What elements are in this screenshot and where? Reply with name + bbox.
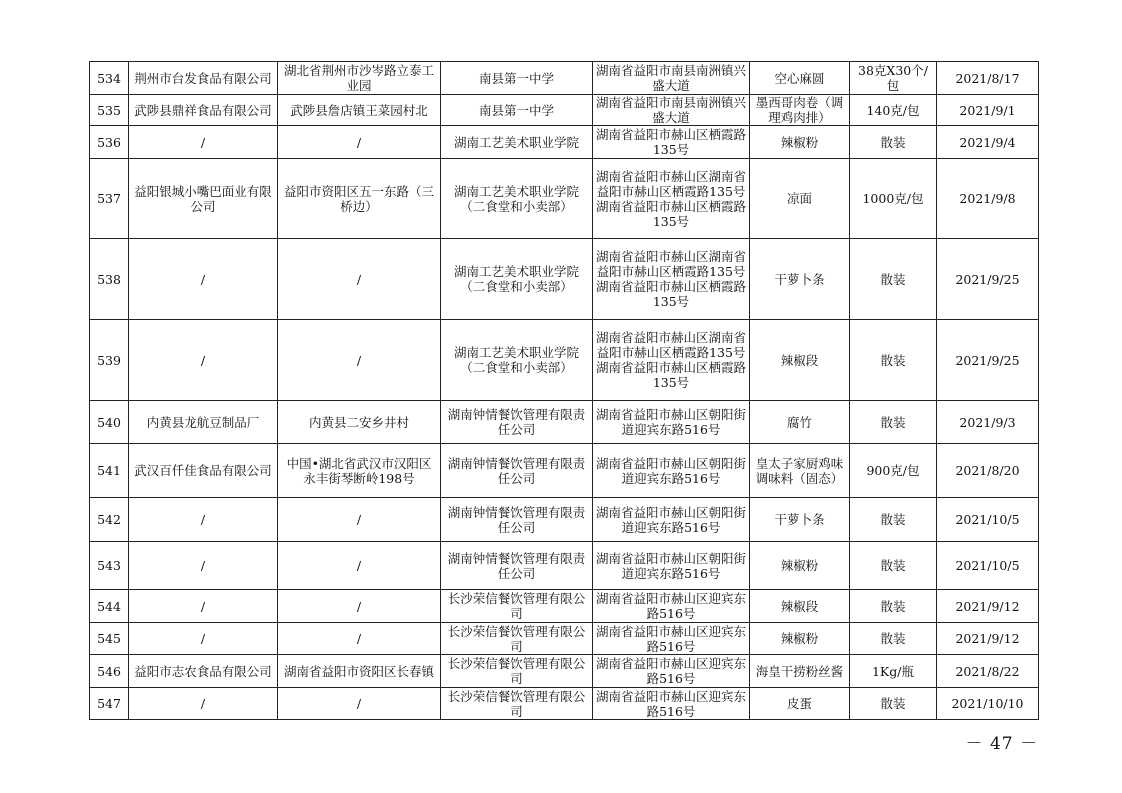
sampled-unit-name-cell: 长沙荣信餐饮管理有限公司 bbox=[441, 688, 593, 720]
product-name-cell: 辣椒粉 bbox=[750, 623, 850, 655]
manufacturer-name-cell: / bbox=[129, 498, 278, 542]
row-number-cell: 536 bbox=[90, 126, 129, 159]
sampled-unit-address-cell: 湖南省益阳市赫山区迎宾东路516号 bbox=[593, 590, 750, 623]
product-name-cell: 辣椒段 bbox=[750, 590, 850, 623]
manufacturer-name-cell: / bbox=[129, 542, 278, 590]
row-number-cell: 546 bbox=[90, 655, 129, 688]
sampled-unit-address-cell: 湖南省益阳市赫山区朝阳街道迎宾东路516号 bbox=[593, 444, 750, 498]
product-spec-cell: 散装 bbox=[850, 590, 937, 623]
table-row bbox=[90, 444, 1039, 498]
production-date-cell: 2021/10/10 bbox=[937, 688, 1039, 720]
product-spec-cell: 散装 bbox=[850, 542, 937, 590]
product-spec-cell: 1000克/包 bbox=[850, 159, 937, 239]
product-name-cell: 辣椒粉 bbox=[750, 126, 850, 159]
production-date-cell: 2021/9/8 bbox=[937, 159, 1039, 239]
sampled-unit-address-cell: 湖南省益阳市赫山区湖南省益阳市赫山区栖霞路135号湖南省益阳市赫山区栖霞路135号 bbox=[593, 239, 750, 320]
product-name-cell: 空心麻圆 bbox=[750, 62, 850, 95]
row-number-cell: 540 bbox=[90, 401, 129, 444]
product-spec-cell: 散装 bbox=[850, 239, 937, 320]
sampled-unit-address-cell: 湖南省益阳市赫山区湖南省益阳市赫山区栖霞路135号湖南省益阳市赫山区栖霞路135号 bbox=[593, 159, 750, 239]
table-row bbox=[90, 542, 1039, 590]
manufacturer-address-cell: / bbox=[278, 239, 441, 320]
sampled-unit-address-cell: 湖南省益阳市赫山区朝阳街道迎宾东路516号 bbox=[593, 401, 750, 444]
production-date-cell: 2021/9/4 bbox=[937, 126, 1039, 159]
product-name-cell: 皇太子家厨鸡味调味料（固态） bbox=[750, 444, 850, 498]
table-row bbox=[90, 126, 1039, 159]
row-number-cell: 537 bbox=[90, 159, 129, 239]
product-name-cell: 腐竹 bbox=[750, 401, 850, 444]
production-date-cell: 2021/10/5 bbox=[937, 498, 1039, 542]
manufacturer-name-cell: / bbox=[129, 688, 278, 720]
manufacturer-name-cell: / bbox=[129, 590, 278, 623]
manufacturer-address-cell: / bbox=[278, 688, 441, 720]
sampled-unit-name-cell: 长沙荣信餐饮管理有限公司 bbox=[441, 590, 593, 623]
manufacturer-name-cell: 武陟县鼎祥食品有限公司 bbox=[129, 95, 278, 126]
table-row bbox=[90, 239, 1039, 320]
product-spec-cell: 散装 bbox=[850, 126, 937, 159]
sampled-unit-address-cell: 湖南省益阳市赫山区栖霞路135号 bbox=[593, 126, 750, 159]
production-date-cell: 2021/9/25 bbox=[937, 239, 1039, 320]
sampled-unit-address-cell: 湖南省益阳市赫山区迎宾东路516号 bbox=[593, 623, 750, 655]
sampled-unit-name-cell: 南县第一中学 bbox=[441, 95, 593, 126]
manufacturer-name-cell: 内黄县龙航豆制品厂 bbox=[129, 401, 278, 444]
sampled-unit-name-cell: 湖南工艺美术职业学院（二食堂和小卖部） bbox=[441, 320, 593, 401]
manufacturer-address-cell: / bbox=[278, 126, 441, 159]
table-row bbox=[90, 62, 1039, 95]
row-number-cell: 547 bbox=[90, 688, 129, 720]
product-spec-cell: 散装 bbox=[850, 623, 937, 655]
page-number: － 47 － bbox=[965, 734, 1038, 754]
sampled-unit-name-cell: 湖南工艺美术职业学院（二食堂和小卖部） bbox=[441, 159, 593, 239]
manufacturer-name-cell: / bbox=[129, 623, 278, 655]
product-spec-cell: 38克X30个/包 bbox=[850, 62, 937, 95]
sampled-unit-address-cell: 湖南省益阳市南县南洲镇兴盛大道 bbox=[593, 62, 750, 95]
product-spec-cell: 140克/包 bbox=[850, 95, 937, 126]
table-row bbox=[90, 590, 1039, 623]
production-date-cell: 2021/8/20 bbox=[937, 444, 1039, 498]
sampled-unit-name-cell: 湖南工艺美术职业学院（二食堂和小卖部） bbox=[441, 239, 593, 320]
production-date-cell: 2021/9/1 bbox=[937, 95, 1039, 126]
product-name-cell: 辣椒段 bbox=[750, 320, 850, 401]
table-row bbox=[90, 320, 1039, 401]
manufacturer-address-cell: 内黄县二安乡井村 bbox=[278, 401, 441, 444]
production-date-cell: 2021/10/5 bbox=[937, 542, 1039, 590]
product-name-cell: 凉面 bbox=[750, 159, 850, 239]
manufacturer-address-cell: 湖北省荆州市沙岑路立泰工业园 bbox=[278, 62, 441, 95]
manufacturer-address-cell: 中国•湖北省武汉市汉阳区永丰街琴断岭198号 bbox=[278, 444, 441, 498]
manufacturer-name-cell: 益阳银城小嘴巴面业有限公司 bbox=[129, 159, 278, 239]
product-spec-cell: 散装 bbox=[850, 498, 937, 542]
product-spec-cell: 散装 bbox=[850, 688, 937, 720]
sampled-unit-address-cell: 湖南省益阳市赫山区朝阳街道迎宾东路516号 bbox=[593, 498, 750, 542]
sampling-table bbox=[89, 61, 1039, 720]
manufacturer-address-cell: 益阳市资阳区五一东路（三桥边） bbox=[278, 159, 441, 239]
manufacturer-name-cell: 益阳市志农食品有限公司 bbox=[129, 655, 278, 688]
sampled-unit-name-cell: 湖南钟情餐饮管理有限责任公司 bbox=[441, 444, 593, 498]
production-date-cell: 2021/8/17 bbox=[937, 62, 1039, 95]
row-number-cell: 541 bbox=[90, 444, 129, 498]
row-number-cell: 534 bbox=[90, 62, 129, 95]
manufacturer-name-cell: 武汉百仟佳食品有限公司 bbox=[129, 444, 278, 498]
manufacturer-name-cell: / bbox=[129, 239, 278, 320]
table-row bbox=[90, 688, 1039, 720]
product-spec-cell: 1Kg/瓶 bbox=[850, 655, 937, 688]
sampled-unit-name-cell: 湖南钟情餐饮管理有限责任公司 bbox=[441, 401, 593, 444]
row-number-cell: 539 bbox=[90, 320, 129, 401]
sampled-unit-name-cell: 湖南工艺美术职业学院 bbox=[441, 126, 593, 159]
product-spec-cell: 900克/包 bbox=[850, 444, 937, 498]
production-date-cell: 2021/9/12 bbox=[937, 590, 1039, 623]
product-name-cell: 辣椒粉 bbox=[750, 542, 850, 590]
sampled-unit-address-cell: 湖南省益阳市赫山区湖南省益阳市赫山区栖霞路135号湖南省益阳市赫山区栖霞路135号 bbox=[593, 320, 750, 401]
row-number-cell: 535 bbox=[90, 95, 129, 126]
manufacturer-address-cell: 湖南省益阳市资阳区长春镇 bbox=[278, 655, 441, 688]
table-row bbox=[90, 655, 1039, 688]
production-date-cell: 2021/8/22 bbox=[937, 655, 1039, 688]
production-date-cell: 2021/9/25 bbox=[937, 320, 1039, 401]
product-spec-cell: 散装 bbox=[850, 320, 937, 401]
row-number-cell: 542 bbox=[90, 498, 129, 542]
row-number-cell: 544 bbox=[90, 590, 129, 623]
manufacturer-name-cell: / bbox=[129, 126, 278, 159]
row-number-cell: 543 bbox=[90, 542, 129, 590]
table-row bbox=[90, 159, 1039, 239]
row-number-cell: 538 bbox=[90, 239, 129, 320]
manufacturer-name-cell: / bbox=[129, 320, 278, 401]
sampled-unit-name-cell: 湖南钟情餐饮管理有限责任公司 bbox=[441, 498, 593, 542]
manufacturer-address-cell: / bbox=[278, 542, 441, 590]
product-name-cell: 皮蛋 bbox=[750, 688, 850, 720]
production-date-cell: 2021/9/12 bbox=[937, 623, 1039, 655]
manufacturer-address-cell: / bbox=[278, 623, 441, 655]
manufacturer-address-cell: 武陟县詹店镇王菜园村北 bbox=[278, 95, 441, 126]
manufacturer-address-cell: / bbox=[278, 590, 441, 623]
product-name-cell: 干萝卜条 bbox=[750, 239, 850, 320]
sampled-unit-address-cell: 湖南省益阳市南县南洲镇兴盛大道 bbox=[593, 95, 750, 126]
sampled-unit-name-cell: 长沙荣信餐饮管理有限公司 bbox=[441, 655, 593, 688]
sampled-unit-address-cell: 湖南省益阳市赫山区迎宾东路516号 bbox=[593, 688, 750, 720]
product-name-cell: 海皇干捞粉丝酱 bbox=[750, 655, 850, 688]
row-number-cell: 545 bbox=[90, 623, 129, 655]
manufacturer-address-cell: / bbox=[278, 498, 441, 542]
table-row bbox=[90, 95, 1039, 126]
sampled-unit-address-cell: 湖南省益阳市赫山区朝阳街道迎宾东路516号 bbox=[593, 542, 750, 590]
table-row bbox=[90, 401, 1039, 444]
sampled-unit-name-cell: 长沙荣信餐饮管理有限公司 bbox=[441, 623, 593, 655]
table-row bbox=[90, 623, 1039, 655]
sampled-unit-name-cell: 湖南钟情餐饮管理有限责任公司 bbox=[441, 542, 593, 590]
sampled-unit-name-cell: 南县第一中学 bbox=[441, 62, 593, 95]
manufacturer-name-cell: 荆州市台发食品有限公司 bbox=[129, 62, 278, 95]
manufacturer-address-cell: / bbox=[278, 320, 441, 401]
product-name-cell: 墨西哥肉卷（调理鸡肉排） bbox=[750, 95, 850, 126]
table-row bbox=[90, 498, 1039, 542]
sampled-unit-address-cell: 湖南省益阳市赫山区迎宾东路516号 bbox=[593, 655, 750, 688]
production-date-cell: 2021/9/3 bbox=[937, 401, 1039, 444]
product-spec-cell: 散装 bbox=[850, 401, 937, 444]
product-name-cell: 干萝卜条 bbox=[750, 498, 850, 542]
